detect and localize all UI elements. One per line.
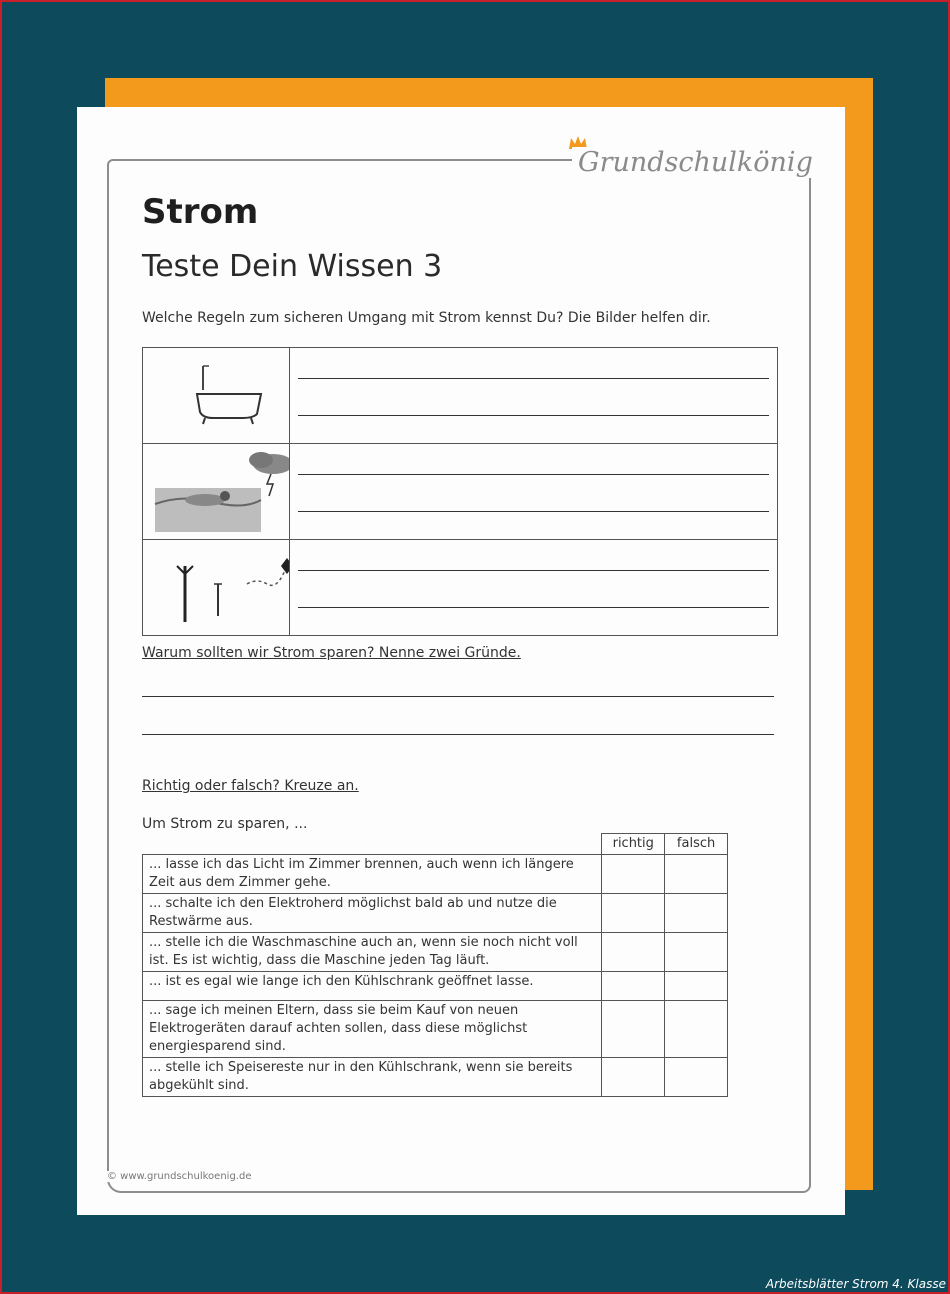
statement-cell: ... ist es egal wie lange ich den Kühlschrank geöffnet lasse. — [143, 972, 602, 1001]
statement-cell: ... lasse ich das Licht im Zimmer brennen, auch wenn ich längere Zeit aus dem Zimmer gehe. — [143, 855, 602, 894]
table-row — [143, 348, 778, 444]
picture-cell — [143, 540, 290, 636]
statement-cell: ... stelle ich Speisereste nur in den Kühlschrank, wenn sie bereits abgekühlt sind. — [143, 1058, 602, 1097]
richtig-checkbox[interactable] — [602, 1001, 665, 1058]
true-false-table — [142, 833, 728, 1097]
answer-lines-cell[interactable] — [290, 444, 778, 540]
column-header-falsch: falsch — [665, 834, 728, 855]
table-intro: Um Strom zu sparen, ... — [142, 816, 308, 832]
falsch-checkbox[interactable] — [665, 1058, 728, 1097]
answer-line[interactable] — [142, 696, 774, 697]
swimmer-storm-icon — [143, 444, 289, 535]
statement-cell: ... stelle ich die Waschmaschine auch an, wenn sie noch nicht voll ist. Es ist wichtig, dass die Maschine jeden Tag läuft. — [143, 933, 602, 972]
picture-cell — [143, 348, 290, 444]
writing-line[interactable] — [298, 511, 769, 512]
worksheet-page — [77, 107, 845, 1215]
table-row — [143, 1058, 728, 1097]
table-row — [143, 933, 728, 972]
picture-cell — [143, 444, 290, 540]
statement-cell: ... schalte ich den Elektroherd möglichst bald ab und nutze die Restwärme aus. — [143, 894, 602, 933]
writing-line[interactable] — [298, 474, 769, 475]
image-caption: Arbeitsblätter Strom 4. Klasse — [765, 1277, 946, 1291]
falsch-checkbox[interactable] — [665, 933, 728, 972]
bathtub-icon — [143, 348, 289, 439]
writing-line[interactable] — [298, 415, 769, 416]
copyright-footer: © www.grundschulkoenig.de — [107, 1171, 259, 1182]
falsch-checkbox[interactable] — [665, 972, 728, 1001]
page-title: Strom — [142, 192, 259, 232]
table-row — [143, 540, 778, 636]
safety-rules-table — [142, 347, 778, 636]
richtig-checkbox[interactable] — [602, 894, 665, 933]
question-true-false: Richtig oder falsch? Kreuze an. — [142, 778, 359, 794]
richtig-checkbox[interactable] — [602, 933, 665, 972]
table-row — [143, 855, 728, 894]
richtig-checkbox[interactable] — [602, 972, 665, 1001]
richtig-checkbox[interactable] — [602, 1058, 665, 1097]
question-save-electricity: Warum sollten wir Strom sparen? Nenne zwei Gründe. — [142, 645, 521, 661]
answer-lines-cell[interactable] — [290, 348, 778, 444]
table-header-row — [143, 834, 728, 855]
falsch-checkbox[interactable] — [665, 1001, 728, 1058]
falsch-checkbox[interactable] — [665, 855, 728, 894]
power-pole-kite-icon — [143, 540, 289, 631]
answer-line[interactable] — [142, 734, 774, 735]
page-subtitle: Teste Dein Wissen 3 — [142, 249, 443, 284]
richtig-checkbox[interactable] — [602, 855, 665, 894]
table-row — [143, 894, 728, 933]
answer-lines-cell[interactable] — [290, 540, 778, 636]
instruction-text: Welche Regeln zum sicheren Umgang mit Strom kennst Du? Die Bilder helfen dir. — [142, 310, 711, 326]
falsch-checkbox[interactable] — [665, 894, 728, 933]
table-row — [143, 1001, 728, 1058]
brand-logo: Grundschulkönig — [572, 147, 819, 178]
writing-line[interactable] — [298, 378, 769, 379]
table-row — [143, 972, 728, 1001]
table-row — [143, 444, 778, 540]
column-header-richtig: richtig — [602, 834, 665, 855]
writing-line[interactable] — [298, 570, 769, 571]
writing-line[interactable] — [298, 607, 769, 608]
statement-cell: ... sage ich meinen Eltern, dass sie beim Kauf von neuen Elektrogeräten darauf achten sollen, dass diese möglichst energiesparend sind. — [143, 1001, 602, 1058]
